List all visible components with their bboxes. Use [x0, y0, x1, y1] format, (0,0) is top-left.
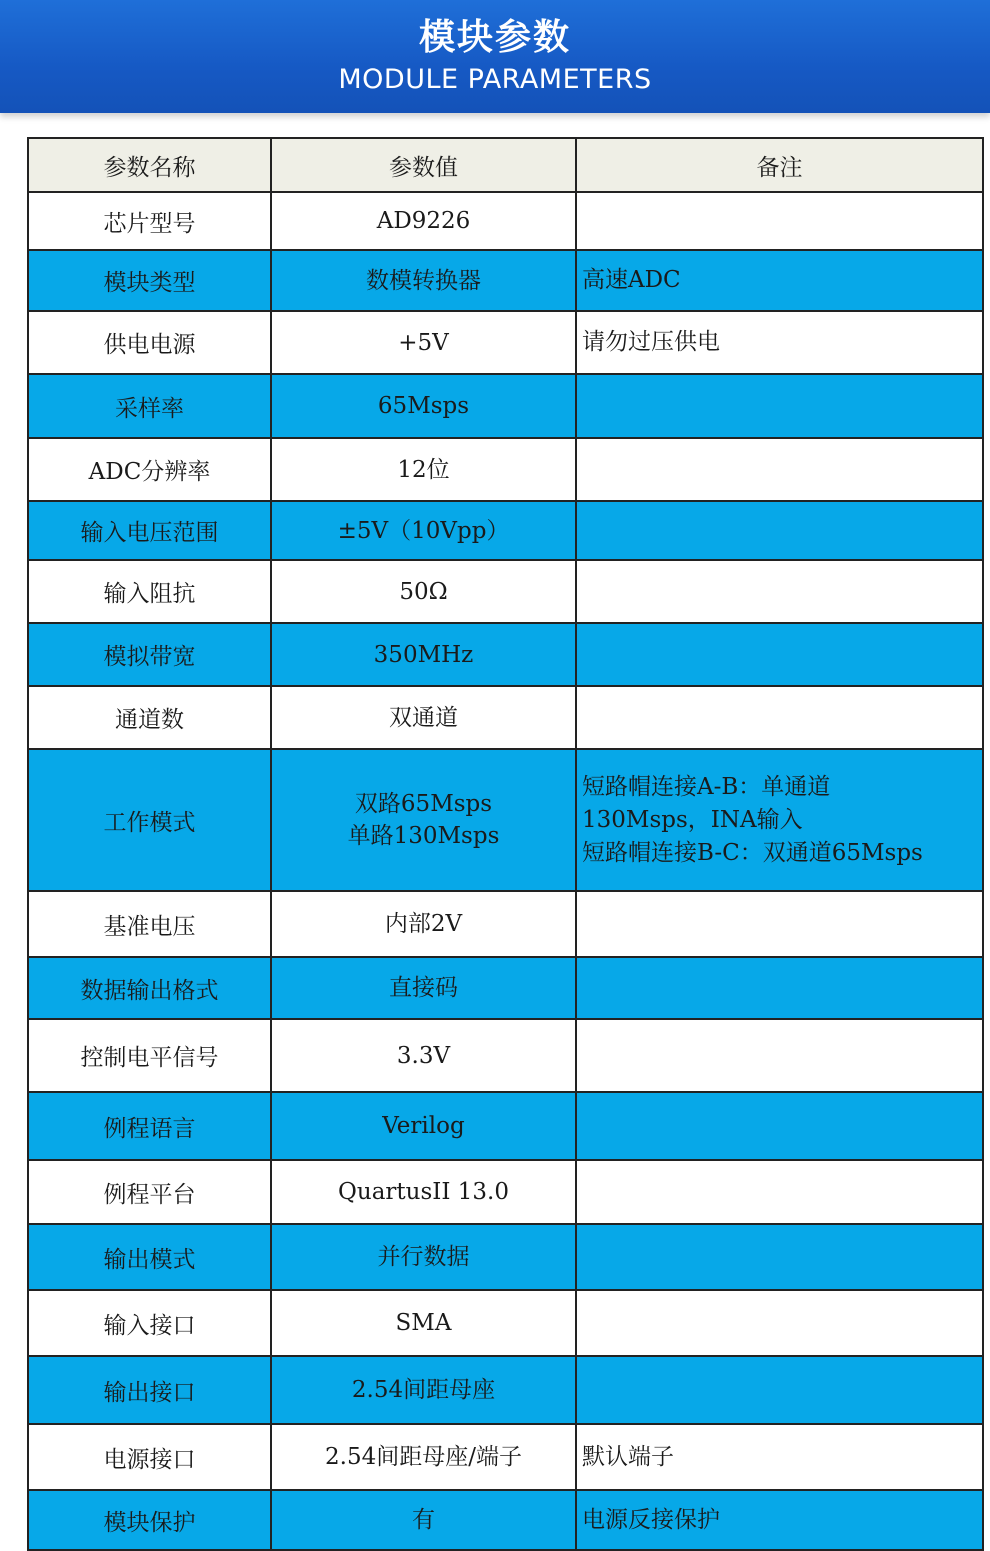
param-value-line: ±5V（10Vpp）: [337, 517, 510, 544]
param-value-cell: [271, 374, 576, 438]
param-value-line: Verilog: [382, 1113, 465, 1139]
param-value-cell: [271, 1290, 576, 1356]
table-row: [28, 1290, 983, 1356]
param-value-line: 2.54间距母座: [351, 1377, 496, 1403]
param-value-cell: [271, 1224, 576, 1290]
param-note-cell: [576, 957, 983, 1019]
param-name-cell: 例程语言: [28, 1092, 271, 1160]
param-name-cell: 模拟带宽: [28, 623, 271, 686]
param-name-cell: 输入接口: [28, 1290, 271, 1356]
param-value-cell: [271, 1356, 576, 1424]
param-note-cell: [576, 1092, 983, 1160]
table-row: [28, 891, 983, 957]
param-value-cell: [271, 250, 576, 311]
table-row: [28, 1092, 983, 1160]
param-note-cell: [576, 1019, 983, 1092]
param-value-line: QuartusII 13.0: [338, 1179, 509, 1205]
table-row: [28, 749, 983, 891]
param-note-cell: [576, 1424, 983, 1490]
param-value-line: 双通道: [389, 704, 458, 731]
param-note-line: 高速ADC: [582, 267, 681, 293]
param-note-line: 130Msps，INA输入: [582, 806, 803, 833]
param-value-line: 有: [412, 1507, 435, 1533]
table-row: [28, 1490, 983, 1550]
param-name-cell: 输出模式: [28, 1224, 271, 1290]
param-value-line: 双路65Msps: [354, 791, 493, 817]
param-note-cell: [576, 501, 983, 560]
table-row: [28, 501, 983, 560]
param-value-line: 直接码: [389, 975, 458, 1001]
param-note-line: 请勿过压供电: [582, 329, 720, 355]
param-note-cell: [576, 686, 983, 749]
table-row: [28, 250, 983, 311]
param-value-line: 350MHz: [373, 641, 474, 668]
table-row: [28, 560, 983, 623]
param-note-cell: [576, 623, 983, 686]
param-note-cell: [576, 1160, 983, 1224]
table-row: [28, 957, 983, 1019]
table-row: [28, 374, 983, 438]
table-row: [28, 1019, 983, 1092]
param-value-cell: [271, 192, 576, 250]
param-value-cell: [271, 891, 576, 957]
column-header-value: 参数值: [271, 138, 576, 192]
param-value-cell: [271, 957, 576, 1019]
param-value-cell: [271, 1160, 576, 1224]
page-header: [0, 0, 990, 113]
param-name-cell: 模块类型: [28, 250, 271, 311]
param-note-cell: [576, 1490, 983, 1550]
table-row: [28, 192, 983, 250]
param-value-cell: [271, 1092, 576, 1160]
header-title: 模块参数: [418, 17, 571, 58]
param-name-cell: 采样率: [28, 374, 271, 438]
param-value-line: 并行数据: [377, 1244, 470, 1270]
param-value-cell: [271, 1019, 576, 1092]
table-row: [28, 623, 983, 686]
param-note-cell: [576, 1290, 983, 1356]
param-name-cell: 芯片型号: [28, 192, 271, 250]
param-note-cell: [576, 1224, 983, 1290]
param-value-cell: [271, 623, 576, 686]
table-row: [28, 686, 983, 749]
table-header-row: [28, 138, 983, 192]
param-value-line: 3.3V: [396, 1042, 451, 1069]
param-value-cell: [271, 501, 576, 560]
param-name-cell: 数据输出格式: [28, 957, 271, 1019]
param-name-cell: 通道数: [28, 686, 271, 749]
parameters-table: [27, 137, 984, 1551]
table-row: [28, 438, 983, 501]
param-name-cell: 输入阻抗: [28, 560, 271, 623]
param-note-cell: [576, 1356, 983, 1424]
param-note-line: 短路帽连接A-B：单通道: [582, 773, 831, 800]
param-name-cell: 输入电压范围: [28, 501, 271, 560]
table-row: [28, 311, 983, 374]
param-value-cell: [271, 1490, 576, 1550]
header-subtitle: MODULE PARAMETERS: [338, 64, 652, 95]
param-name-cell: 模块保护: [28, 1490, 271, 1550]
param-value-line: 12位: [397, 456, 450, 483]
param-note-line: 短路帽连接B-C：双通道65Msps: [582, 839, 923, 866]
param-name-cell: 电源接口: [28, 1424, 271, 1490]
param-value-cell: [271, 438, 576, 501]
param-value-cell: [271, 1424, 576, 1490]
param-note-cell: [576, 560, 983, 623]
param-name-cell: 工作模式: [28, 749, 271, 891]
param-value-cell: [271, 749, 576, 891]
param-value-line: 单路130Msps: [347, 823, 500, 849]
table-row: [28, 1224, 983, 1290]
param-value-line: 数模转换器: [366, 267, 481, 294]
param-name-cell: 基准电压: [28, 891, 271, 957]
param-note-line: 电源反接保护: [582, 1506, 720, 1533]
column-header-name: 参数名称: [28, 138, 271, 192]
param-value-line: 50Ω: [399, 578, 448, 605]
param-value-line: 2.54间距母座/端子: [325, 1444, 522, 1470]
table-row: [28, 1356, 983, 1424]
param-value-line: AD9226: [376, 208, 471, 234]
param-note-cell: [576, 374, 983, 438]
param-note-cell: [576, 749, 983, 891]
param-value-line: 内部2V: [384, 911, 463, 937]
param-name-cell: 供电电源: [28, 311, 271, 374]
param-value-cell: [271, 686, 576, 749]
table-body: [28, 192, 983, 1550]
param-note-cell: [576, 192, 983, 250]
param-name-cell: 例程平台: [28, 1160, 271, 1224]
param-name-cell: 输出接口: [28, 1356, 271, 1424]
param-note-line: 默认端子: [582, 1443, 674, 1470]
param-value-line: SMA: [395, 1310, 452, 1336]
param-value-cell: [271, 311, 576, 374]
param-name-cell: ADC分辨率: [28, 438, 271, 501]
param-note-cell: [576, 311, 983, 374]
param-note-cell: [576, 250, 983, 311]
table-row: [28, 1160, 983, 1224]
param-value-line: +5V: [398, 329, 449, 356]
param-value-cell: [271, 560, 576, 623]
column-header-note: 备注: [576, 138, 983, 192]
table-row: [28, 1424, 983, 1490]
param-value-line: 65Msps: [377, 393, 470, 419]
param-note-cell: [576, 438, 983, 501]
param-name-cell: 控制电平信号: [28, 1019, 271, 1092]
param-note-cell: [576, 891, 983, 957]
